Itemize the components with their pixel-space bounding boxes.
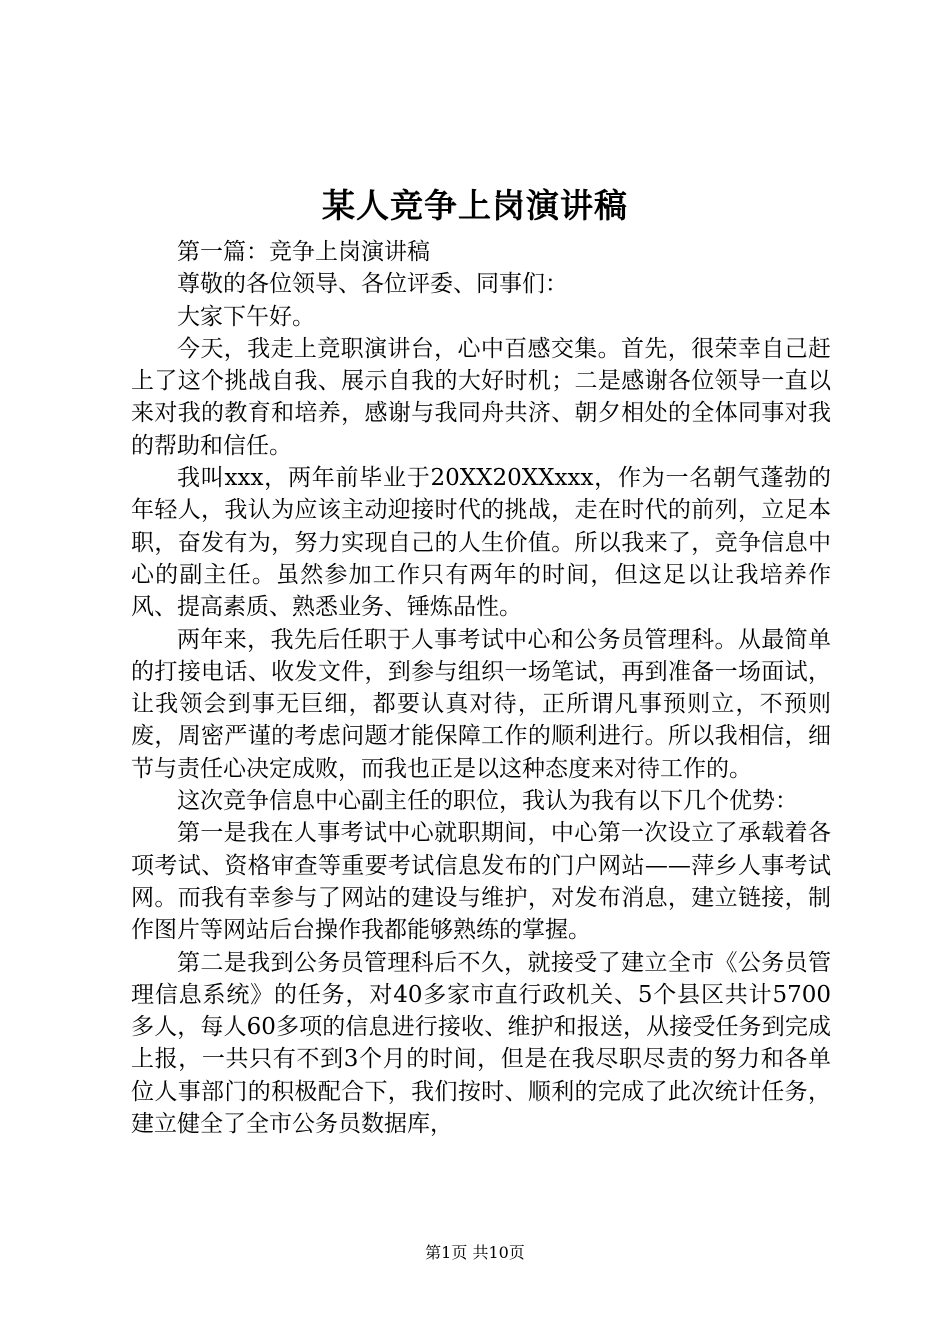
paragraph-greeting: 大家下午好。 [177, 303, 315, 330]
document-title: 某人竞争上岗演讲稿 [322, 186, 628, 225]
page-footer: 第1页 共10页 [425, 1243, 525, 1262]
document-body [131, 236, 831, 1140]
paragraph: 第二是我到公务员管理科后不久，就接受了建立全市《公务员管理信息系统》的任务，对40多家市直行政机关、5个县区共计5700多人，每人60多项的信息进行接收、维护和报送，从接受任务到完成上报，一共只有不到3个月的时间，但是在我尽职尽责的努力和各单位人事部门的积极配合下，我们按时、顺利的完成了此次统计任务，建立健全了全市公务员数据库， [131, 949, 831, 1138]
paragraph-salutation: 尊敬的各位领导、各位评委、同事们： [177, 271, 568, 298]
paragraph: 第一是我在人事考试中心就职期间，中心第一次设立了承载着各项考试、资格审查等重要考试信息发布的门户网站——萍乡人事考试网。而我有幸参与了网站的建设与维护，对发布消息，建立链接，制作图片等网站后台操作我都能够熟练的掌握。 [131, 820, 831, 944]
paragraph: 我叫xxx，两年前毕业于20XX20XXxxx，作为一名朝气蓬勃的年轻人，我认为应该主动迎接时代的挑战，走在时代的前列，立足本职，奋发有为，努力实现自己的人生价值。所以我来了，竞争信息中心的副主任。虽然参加工作只有两年的时间，但这足以让我培养作风、提高素质、熟悉业务、锤炼品性。 [131, 465, 831, 621]
paragraph: 这次竞争信息中心副主任的职位，我认为我有以下几个优势： [177, 788, 798, 815]
paragraph-heading: 第一篇：竞争上岗演讲稿 [177, 239, 430, 265]
paragraph: 今天，我走上竞职演讲台，心中百感交集。首先，很荣幸自己赶上了这个挑战自我、展示自我的大好时机；二是感谢各位领导一直以来对我的教育和培养，感谢与我同舟共济、朝夕相处的全体同事对我的帮助和信任。 [131, 335, 831, 459]
paragraph: 两年来，我先后任职于人事考试中心和公务员管理科。从最简单的打接电话、收发文件，到参与组织一场笔试，再到准备一场面试，让我领会到事无巨细，都要认真对待，正所谓凡事预则立，不预则废，周密严谨的考虑问题才能保障工作的顺利进行。所以我相信，细节与责任心决定成败，而我也正是以这种态度来对待工作的。 [131, 626, 831, 782]
